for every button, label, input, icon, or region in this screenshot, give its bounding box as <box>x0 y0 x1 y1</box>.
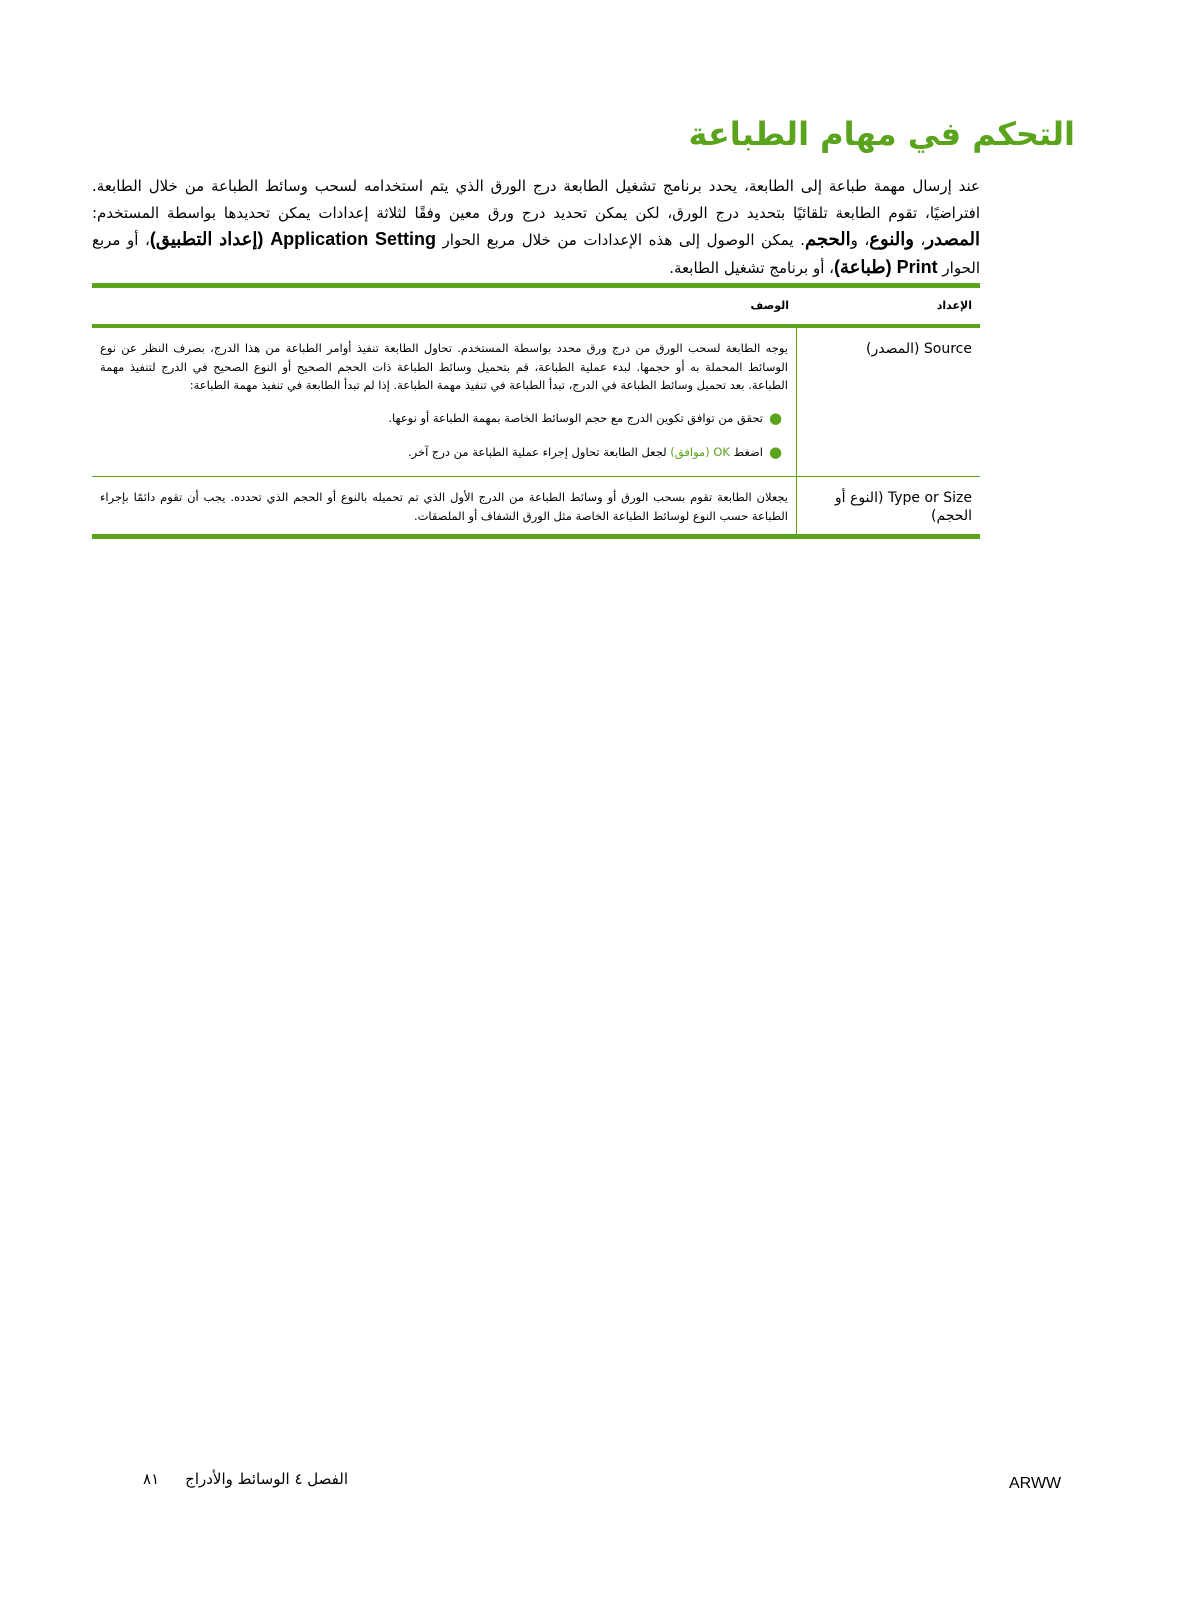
settings-table <box>92 283 980 539</box>
bullet-text: اضغط OK (موافق) لجعل الطابعة تحاول إجراء عملية الطباعة من درج آخر. <box>407 444 763 459</box>
print-term: Print (طباعة) <box>834 256 938 277</box>
page-title: التحكم في مهام الطباعة <box>688 115 1075 153</box>
setting-cell <box>797 328 980 476</box>
footer-brand: ARWW <box>1009 1475 1062 1492</box>
description-cell <box>92 477 797 534</box>
ok-button-label: OK (موافق) <box>670 444 730 459</box>
type-size-description: يجعلان الطابعة تقوم بسحب الورق أو وسائط الطباعة من الدرج الأول الذي تم تحميله بالنوع أو الحجم الذي تحدده. يجب أن تقوم دائمًا بإجراء الطباعة حسب النوع لوسائط الطباعة الخاصة مثل الورق الشفاف أو الملصقات. <box>100 490 788 523</box>
application-setting-term: Application Setting (إعداد التطبيق) <box>149 229 436 249</box>
source-term: المصدر <box>925 229 981 249</box>
description-cell <box>92 328 797 476</box>
footer-chapter-title: الفصل ٤ الوسائط والأدراج <box>185 1470 348 1488</box>
table-header-row <box>92 288 980 328</box>
list-item <box>100 443 788 461</box>
header-description: الوصف <box>750 299 789 312</box>
source-description: يوجه الطابعة لسحب الورق من درج ورق محدد بواسطة المستخدم. تحاول الطابعة تنفيذ أوامر الطباعة من هذا الدرج، بصرف النظر عن نوع الوسائط المحملة به أو حجمها. لبدء عملية الطباعة، قم بتحميل وسائط الطباعة ذات الحجم الصحيح أو النوع الصحيح في الدرج لتنفيذ مهمة الطباعة. بعد تحميل وسائط الطباعة في الدرج، تبدأ الطباعة في تنفيذ مهمة الطباعة. إذا لم تبدأ الطابعة في تنفيذ مهمة الطباعة: <box>100 341 788 392</box>
page-number: ٨١ <box>143 1470 160 1488</box>
bullet-icon: ● <box>768 442 783 461</box>
setting-cell <box>797 477 980 534</box>
source-bullets <box>100 409 788 461</box>
table-row <box>92 477 980 534</box>
table-row <box>92 328 980 477</box>
footer-chapter-info <box>88 1470 348 1488</box>
bullet-text: تحقق من توافق تكوين الدرج مع حجم الوسائط الخاصة بمهمة الطباعة أو نوعها. <box>388 410 763 425</box>
type-term: والنوع <box>869 229 914 249</box>
setting-type-or-size: Type or Size (النوع أو الحجم) <box>834 490 972 524</box>
setting-source: Source (المصدر) <box>866 341 972 357</box>
list-item <box>100 409 788 427</box>
intro-paragraph: عند إرسال مهمة طباعة إلى الطابعة، يحدد برنامج تشغيل الطابعة درج الورق الذي يتم استخدامه لسحب وسائط الطباعة من خلال الطابعة. افتراضيًا، تقوم الطابعة تلقائيًا بتحديد درج الورق، لكن يمكن تحديد درج ورق معين وفقًا لثلاثة إعدادات يمكن تحديدها بواسطة المستخدم: المصدر، والنوع، والحجم. يمكن الوصول إلى هذه الإعدادات من خلال مربع الحوار Application Setting (إعداد التطبيق)، أو مربع الحوار Print (طباعة)، أو برنامج تشغيل الطابعة. <box>92 177 981 277</box>
bullet-icon: ● <box>768 408 783 427</box>
header-setting: الإعداد <box>936 299 972 312</box>
size-term: الحجم <box>804 229 851 249</box>
